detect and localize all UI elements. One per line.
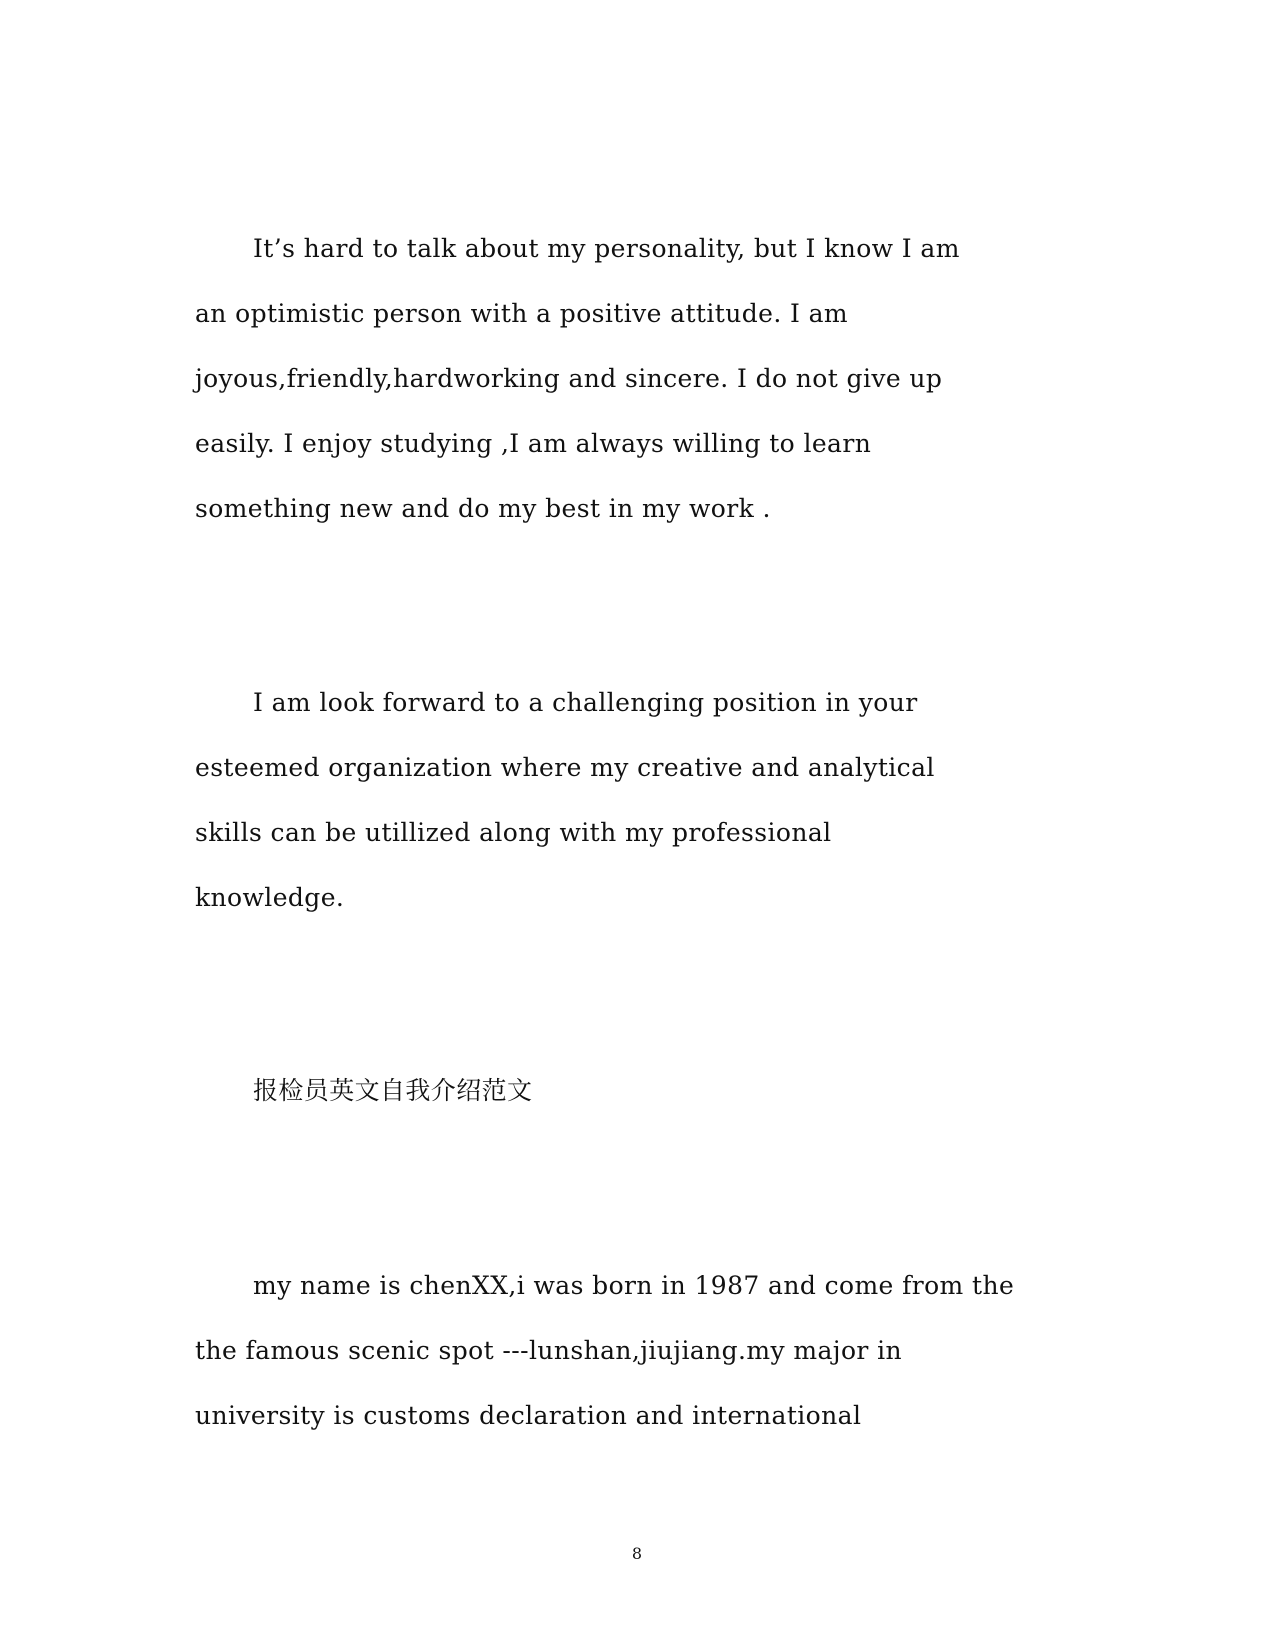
- paragraph-1-line-4: easily. I enjoy studying ,I am always willing to learn: [195, 429, 872, 458]
- paragraph-1-line-3: joyous,friendly,hardworking and sincere. I do not give up: [195, 364, 943, 393]
- paragraph-2-line-2: esteemed organization where my creative and analytical: [195, 753, 935, 782]
- section-heading: 报检员英文自我介绍范文: [253, 1076, 533, 1105]
- paragraph-2-line-4: knowledge.: [195, 883, 345, 912]
- paragraph-2-line-3: skills can be utillized along with my professional: [195, 818, 832, 847]
- page-number: 8: [631, 1544, 643, 1563]
- paragraph-4-line-1: my name is chenXX,i was born in 1987 and come from the: [253, 1271, 1015, 1300]
- paragraph-1-line-2: an optimistic person with a positive attitude. I am: [195, 299, 849, 328]
- paragraph-2-line-1: I am look forward to a challenging position in your: [253, 688, 918, 717]
- paragraph-1-line-1: It’s hard to talk about my personality, but I know I am: [253, 234, 960, 263]
- paragraph-4-line-3: university is customs declaration and international: [195, 1401, 862, 1430]
- paragraph-4-line-2: the famous scenic spot ---lunshan,jiujiang.my major in: [195, 1336, 902, 1365]
- paragraph-1-line-5: something new and do my best in my work .: [195, 494, 771, 523]
